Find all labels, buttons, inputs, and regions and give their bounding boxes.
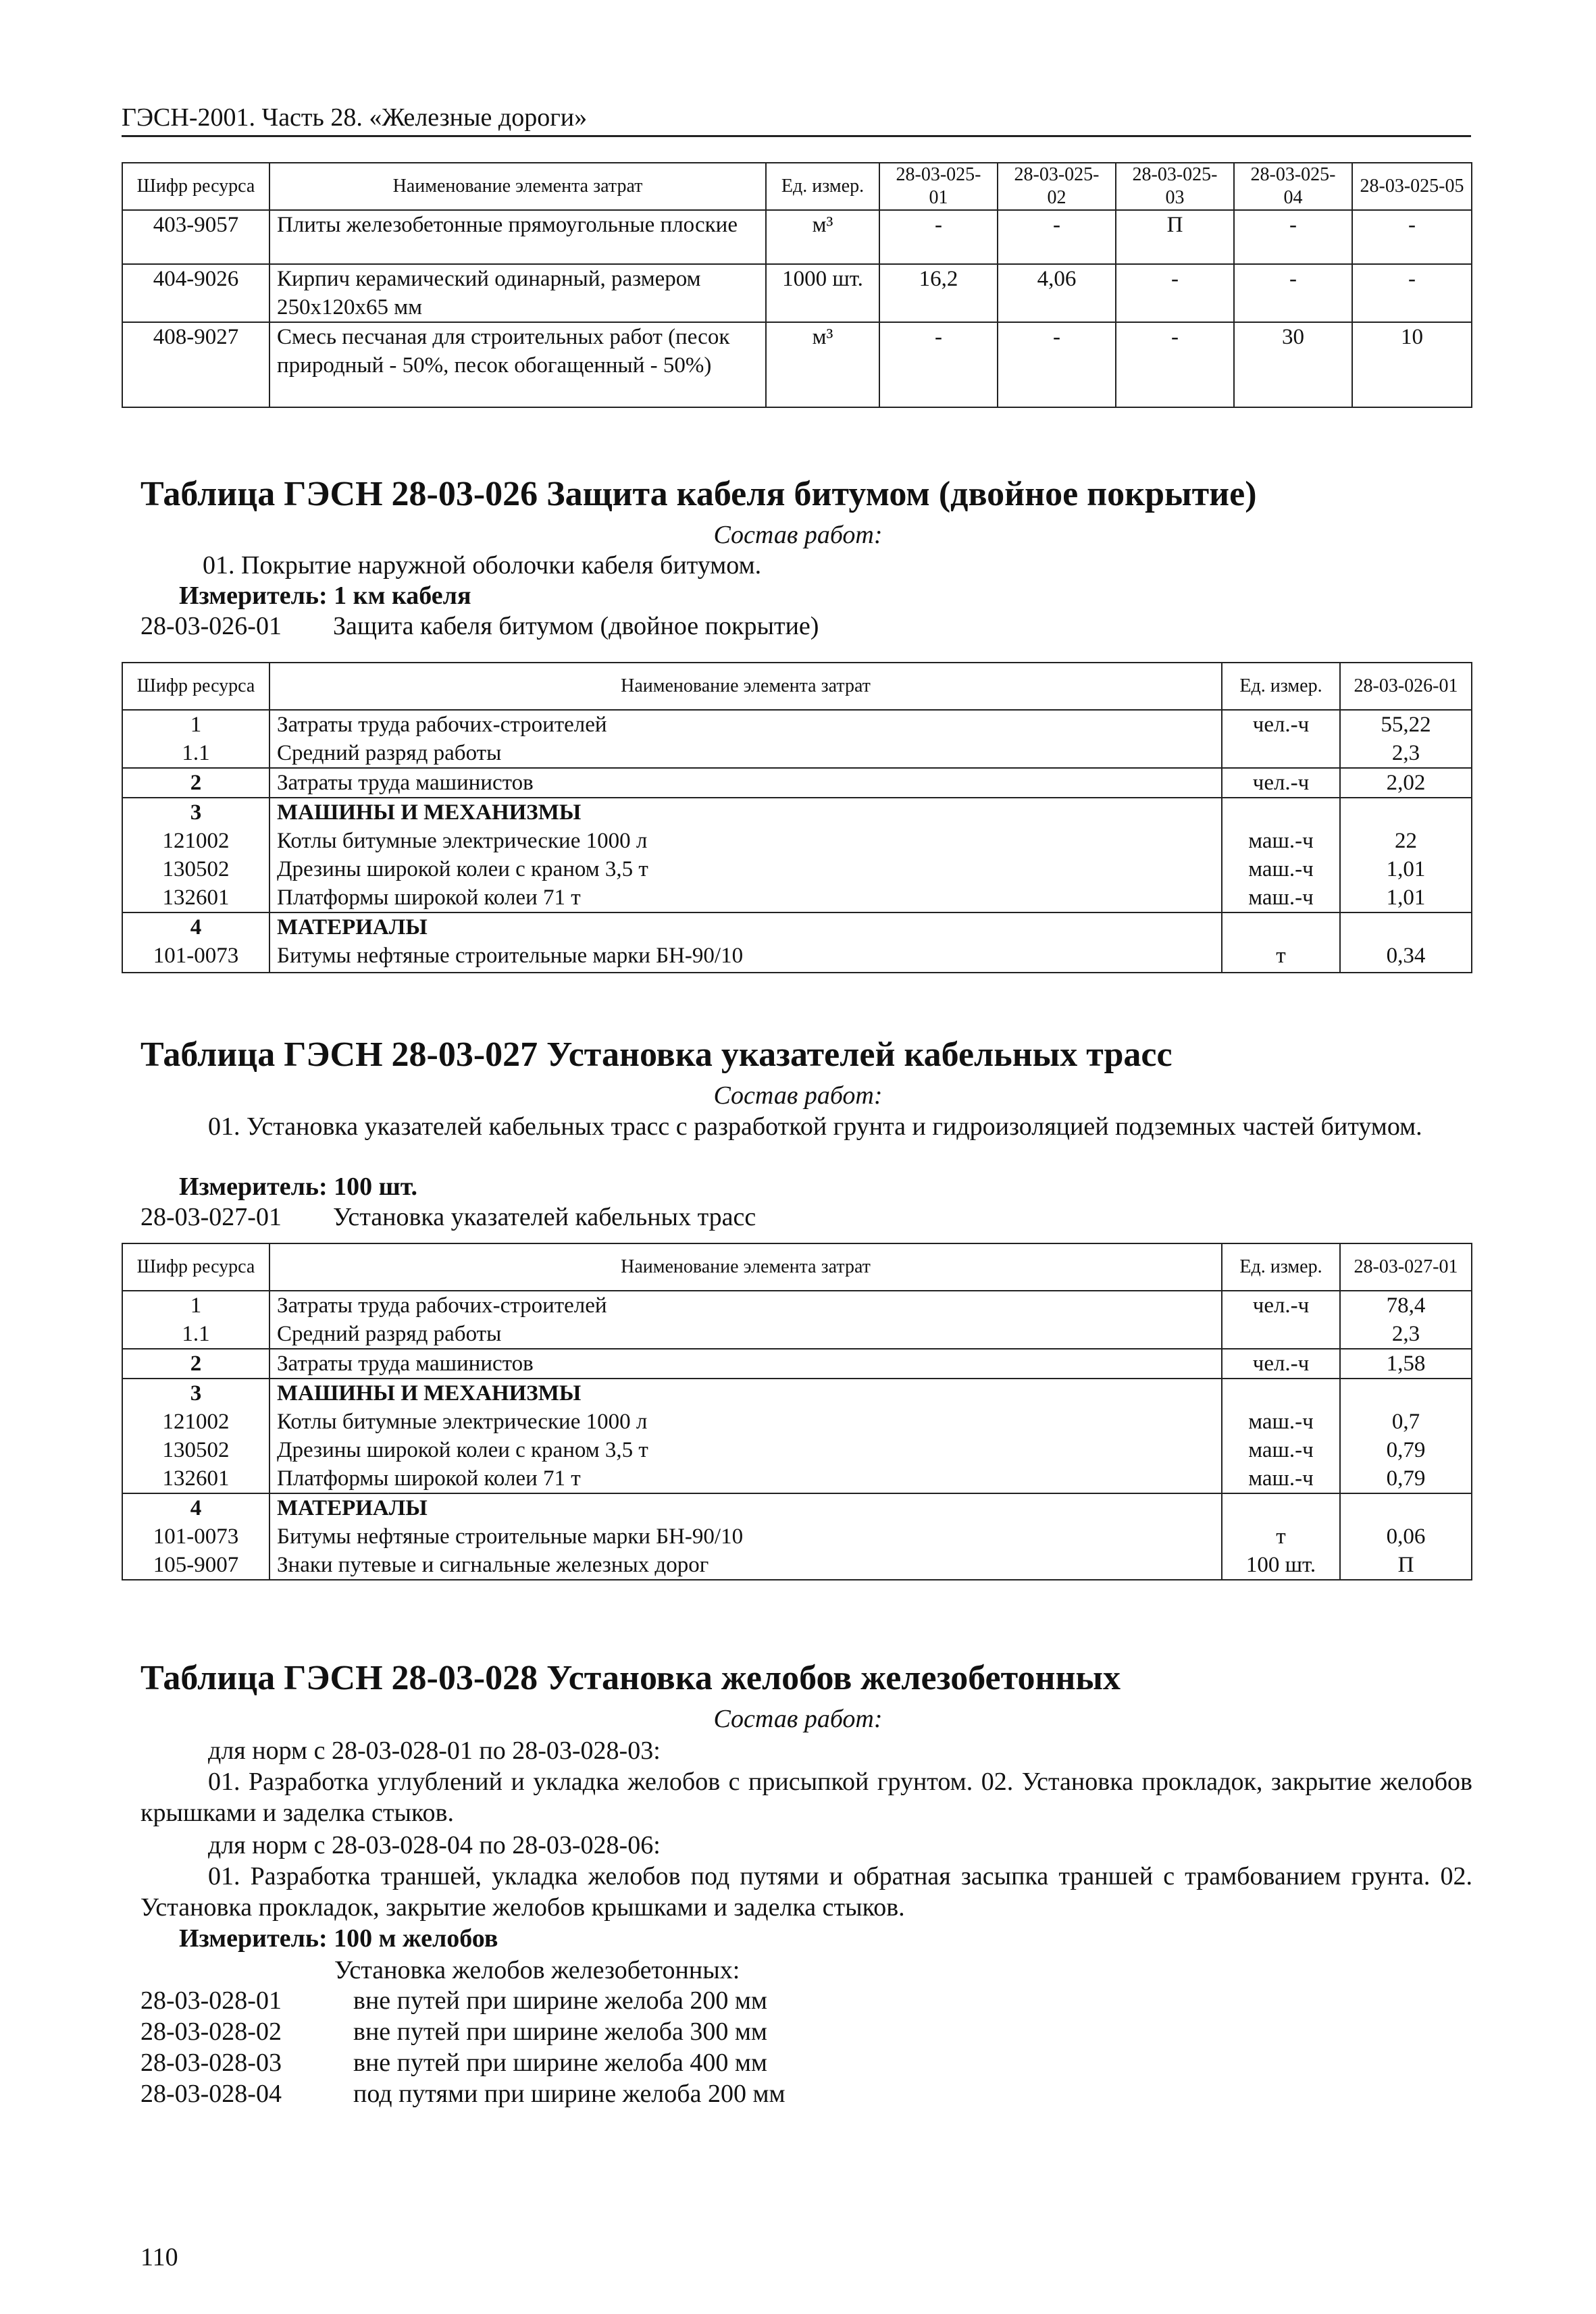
work-composition-heading: Состав работ: (713, 521, 883, 549)
resource-code: 2 (122, 1349, 269, 1379)
norm-value: - (879, 210, 998, 264)
col-header-norm: 28-03-027-01 (1340, 1243, 1472, 1291)
norm-description: вне путей при ширине желоба 300 мм (353, 2017, 767, 2046)
work-item: 01. Разработка траншей, укладка желобов под путями и обратная засыпка траншей с трамбованием грунта. 02. Установка прокладок, закрытие желобов крышками и заделка стыков. (140, 1862, 1472, 1922)
norm-code: 28-03-027-01 (140, 1203, 282, 1231)
norm-value: 78,4 (1340, 1291, 1472, 1320)
resource-name: Затраты труда машинистов (269, 1349, 1222, 1379)
norm-code: 28-03-028-01 (140, 1986, 282, 2015)
resource-code: 132601 (122, 1464, 269, 1493)
norm-line (140, 2017, 767, 2047)
table-row (122, 798, 1472, 827)
col-header-norm: 28-03-026-01 (1340, 663, 1472, 710)
col-header-code: Шифр ресурса (122, 1243, 269, 1291)
norm-description: вне путей при ширине желоба 400 мм (353, 2049, 767, 2077)
norm-value: П (1116, 210, 1234, 264)
norm-value: - (1116, 322, 1234, 407)
resource-code: 101-0073 (122, 942, 269, 973)
resource-unit: 100 шт. (1222, 1551, 1340, 1580)
norm-value: П (1340, 1551, 1472, 1580)
norm-value: 2,3 (1340, 1320, 1472, 1349)
work-composition-heading: Состав работ: (713, 1705, 883, 1733)
resource-name: МАШИНЫ И МЕХАНИЗМЫ (269, 798, 1222, 827)
resource-code: 130502 (122, 855, 269, 883)
resource-code: 4 (122, 912, 269, 942)
table-row (122, 710, 1472, 739)
norm-value (1340, 798, 1472, 827)
norm-value (1340, 1493, 1472, 1522)
table-row (122, 1522, 1472, 1551)
page-number: 110 (140, 2243, 178, 2271)
resource-code: 3 (122, 1379, 269, 1408)
table-row (122, 1379, 1472, 1408)
measure-unit: Измеритель: 100 м желобов (179, 1924, 498, 1953)
norm-line (140, 2079, 786, 2109)
resource-unit: маш.-ч (1222, 883, 1340, 912)
resource-code: 408-9027 (122, 322, 269, 407)
col-header-unit: Ед. измер. (1222, 663, 1340, 710)
resource-code: 2 (122, 768, 269, 798)
table-row (122, 1408, 1472, 1436)
norm-value: - (1116, 264, 1234, 322)
norm-value: 1,58 (1340, 1349, 1472, 1379)
resource-code: 130502 (122, 1436, 269, 1464)
norm-line (140, 1986, 767, 2015)
norm-line (140, 2048, 767, 2078)
norm-value: 16,2 (879, 264, 998, 322)
resource-name: Кирпич керамический одинарный, размером 250х120х65 мм (269, 264, 766, 322)
table-28-03-026 (122, 662, 1472, 973)
norm-value: 0,06 (1340, 1522, 1472, 1551)
table-row (122, 1551, 1472, 1580)
resource-code: 121002 (122, 1408, 269, 1436)
col-header-code: Шифр ресурса (122, 663, 269, 710)
col-header-name: Наименование элемента затрат (269, 663, 1222, 710)
resource-code: 4 (122, 1493, 269, 1522)
col-header-norm: 28-03-025-05 (1352, 163, 1472, 210)
norm-value: 55,22 (1340, 710, 1472, 739)
resource-code: 121002 (122, 827, 269, 855)
norm-value: 0,79 (1340, 1464, 1472, 1493)
resource-unit (1222, 1379, 1340, 1408)
norm-description: Защита кабеля битумом (двойное покрытие) (333, 612, 819, 640)
norm-value: 1,01 (1340, 883, 1472, 912)
table-row (122, 912, 1472, 942)
resource-name: Битумы нефтяные строительные марки БН-90/10 (269, 942, 1222, 973)
measure-unit: Измеритель: 100 шт. (179, 1173, 418, 1201)
resource-name: Средний разряд работы (269, 1320, 1222, 1349)
resource-code: 1.1 (122, 739, 269, 768)
resource-unit: маш.-ч (1222, 1436, 1340, 1464)
resource-code: 1 (122, 710, 269, 739)
resource-code: 3 (122, 798, 269, 827)
resource-unit: 1000 шт. (766, 264, 879, 322)
table-row (122, 1436, 1472, 1464)
norm-line (140, 611, 819, 641)
norm-value: 30 (1234, 322, 1352, 407)
table-row (122, 739, 1472, 768)
col-header-unit: Ед. измер. (766, 163, 879, 210)
norm-description: под путями при ширине желоба 200 мм (353, 2080, 786, 2108)
norm-value: - (1352, 210, 1472, 264)
resource-name: МАТЕРИАЛЫ (269, 912, 1222, 942)
resource-name: Котлы битумные электрические 1000 л (269, 827, 1222, 855)
work-composition-heading: Состав работ: (713, 1081, 883, 1110)
running-header: ГЭСН-2001. Часть 28. «Железные дороги» (122, 103, 588, 132)
norm-value: 2,02 (1340, 768, 1472, 798)
norm-range-note: для норм с 28-03-028-04 по 28-03-028-06: (208, 1831, 661, 1859)
col-header-name: Наименование элемента затрат (269, 163, 766, 210)
resource-unit (1222, 912, 1340, 942)
norm-description: вне путей при ширине желоба 200 мм (353, 1986, 767, 2015)
norm-code: 28-03-026-01 (140, 612, 282, 640)
section-title-027: Таблица ГЭСН 28-03-027 Установка указателей кабельных трасс (140, 1035, 1173, 1074)
col-header-norm: 28-03-025-02 (998, 163, 1116, 210)
resource-name: Платформы широкой колеи 71 т (269, 883, 1222, 912)
table-row (122, 1349, 1472, 1379)
resource-name: Дрезины широкой колеи с краном 3,5 т (269, 855, 1222, 883)
resource-unit (1222, 1320, 1340, 1349)
table-row (122, 1291, 1472, 1320)
norm-value: 10 (1352, 322, 1472, 407)
norm-value: - (879, 322, 998, 407)
col-header-norm: 28-03-025-03 (1116, 163, 1234, 210)
table-28-03-025-continuation (122, 162, 1472, 408)
col-header-norm: 28-03-025-01 (879, 163, 998, 210)
resource-name: Плиты железобетонные прямоугольные плоские (269, 210, 766, 264)
resource-code: 105-9007 (122, 1551, 269, 1580)
norm-value: - (1352, 264, 1472, 322)
resource-name: Затраты труда рабочих-строителей (269, 710, 1222, 739)
norm-value: 4,06 (998, 264, 1116, 322)
norm-value: 0,79 (1340, 1436, 1472, 1464)
table-row (122, 1464, 1472, 1493)
table-row (122, 264, 1472, 322)
table-row (122, 768, 1472, 798)
resource-name: Затраты труда рабочих-строителей (269, 1291, 1222, 1320)
norm-group-title: Установка желобов железобетонных: (334, 1956, 740, 1984)
resource-code: 403-9057 (122, 210, 269, 264)
norm-value: - (998, 322, 1116, 407)
table-28-03-027 (122, 1243, 1472, 1580)
resource-unit: чел.-ч (1222, 768, 1340, 798)
norm-value: 22 (1340, 827, 1472, 855)
table-row (122, 827, 1472, 855)
resource-unit: маш.-ч (1222, 1464, 1340, 1493)
work-item: 01. Покрытие наружной оболочки кабеля битумом. (203, 551, 762, 580)
table-row (122, 322, 1472, 407)
resource-name: МАШИНЫ И МЕХАНИЗМЫ (269, 1379, 1222, 1408)
resource-code: 101-0073 (122, 1522, 269, 1551)
resource-unit: м³ (766, 210, 879, 264)
resource-unit: т (1222, 942, 1340, 973)
col-header-norm: 28-03-025-04 (1234, 163, 1352, 210)
section-title-028: Таблица ГЭСН 28-03-028 Установка желобов железобетонных (140, 1659, 1121, 1697)
norm-code: 28-03-028-03 (140, 2049, 282, 2077)
resource-unit: маш.-ч (1222, 1408, 1340, 1436)
work-item: 01. Разработка углублений и укладка желобов с присыпкой грунтом. 02. Установка прокладок, закрытие желобов крышками и заделка стыков. (140, 1768, 1472, 1827)
col-header-name: Наименование элемента затрат (269, 1243, 1222, 1291)
resource-name: Знаки путевые и сигнальные железных дорог (269, 1551, 1222, 1580)
resource-unit: маш.-ч (1222, 827, 1340, 855)
header-rule (122, 135, 1471, 137)
table-row (122, 883, 1472, 912)
resource-unit: чел.-ч (1222, 1291, 1340, 1320)
norm-code: 28-03-028-04 (140, 2080, 282, 2108)
table-row (122, 1493, 1472, 1522)
resource-unit: чел.-ч (1222, 710, 1340, 739)
resource-name: Смесь песчаная для строительных работ (песок природный - 50%, песок обогащенный - 50%) (269, 322, 766, 407)
resource-name: Битумы нефтяные строительные марки БН-90/10 (269, 1522, 1222, 1551)
norm-value: 0,34 (1340, 942, 1472, 973)
norm-code: 28-03-028-02 (140, 2017, 282, 2046)
resource-code: 404-9026 (122, 264, 269, 322)
resource-name: Котлы битумные электрические 1000 л (269, 1408, 1222, 1436)
norm-value (1340, 912, 1472, 942)
resource-unit: маш.-ч (1222, 855, 1340, 883)
col-header-code: Шифр ресурса (122, 163, 269, 210)
norm-value: - (1234, 264, 1352, 322)
resource-unit: чел.-ч (1222, 1349, 1340, 1379)
table-row (122, 855, 1472, 883)
work-item: 01. Установка указателей кабельных трасс с разработкой грунта и гидроизоляцией подземных частей битумом. (208, 1112, 1422, 1141)
resource-unit (1222, 739, 1340, 768)
resource-code: 1 (122, 1291, 269, 1320)
resource-name: Затраты труда машинистов (269, 768, 1222, 798)
norm-value: - (998, 210, 1116, 264)
resource-code: 1.1 (122, 1320, 269, 1349)
section-title-026: Таблица ГЭСН 28-03-026 Защита кабеля битумом (двойное покрытие) (140, 475, 1257, 513)
norm-range-note: для норм с 28-03-028-01 по 28-03-028-03: (208, 1737, 661, 1765)
norm-value (1340, 1379, 1472, 1408)
resource-code: 132601 (122, 883, 269, 912)
norm-value: 1,01 (1340, 855, 1472, 883)
resource-unit: м³ (766, 322, 879, 407)
table-row (122, 1320, 1472, 1349)
norm-description: Установка указателей кабельных трасс (333, 1203, 756, 1231)
norm-line (140, 1202, 756, 1232)
table-row (122, 942, 1472, 973)
col-header-unit: Ед. измер. (1222, 1243, 1340, 1291)
norm-value: - (1234, 210, 1352, 264)
resource-unit (1222, 798, 1340, 827)
resource-unit: т (1222, 1522, 1340, 1551)
measure-unit: Измеритель: 1 км кабеля (179, 582, 471, 610)
resource-name: МАТЕРИАЛЫ (269, 1493, 1222, 1522)
resource-name: Средний разряд работы (269, 739, 1222, 768)
norm-value: 2,3 (1340, 739, 1472, 768)
resource-name: Платформы широкой колеи 71 т (269, 1464, 1222, 1493)
norm-value: 0,7 (1340, 1408, 1472, 1436)
resource-name: Дрезины широкой колеи с краном 3,5 т (269, 1436, 1222, 1464)
table-row (122, 210, 1472, 264)
resource-unit (1222, 1493, 1340, 1522)
